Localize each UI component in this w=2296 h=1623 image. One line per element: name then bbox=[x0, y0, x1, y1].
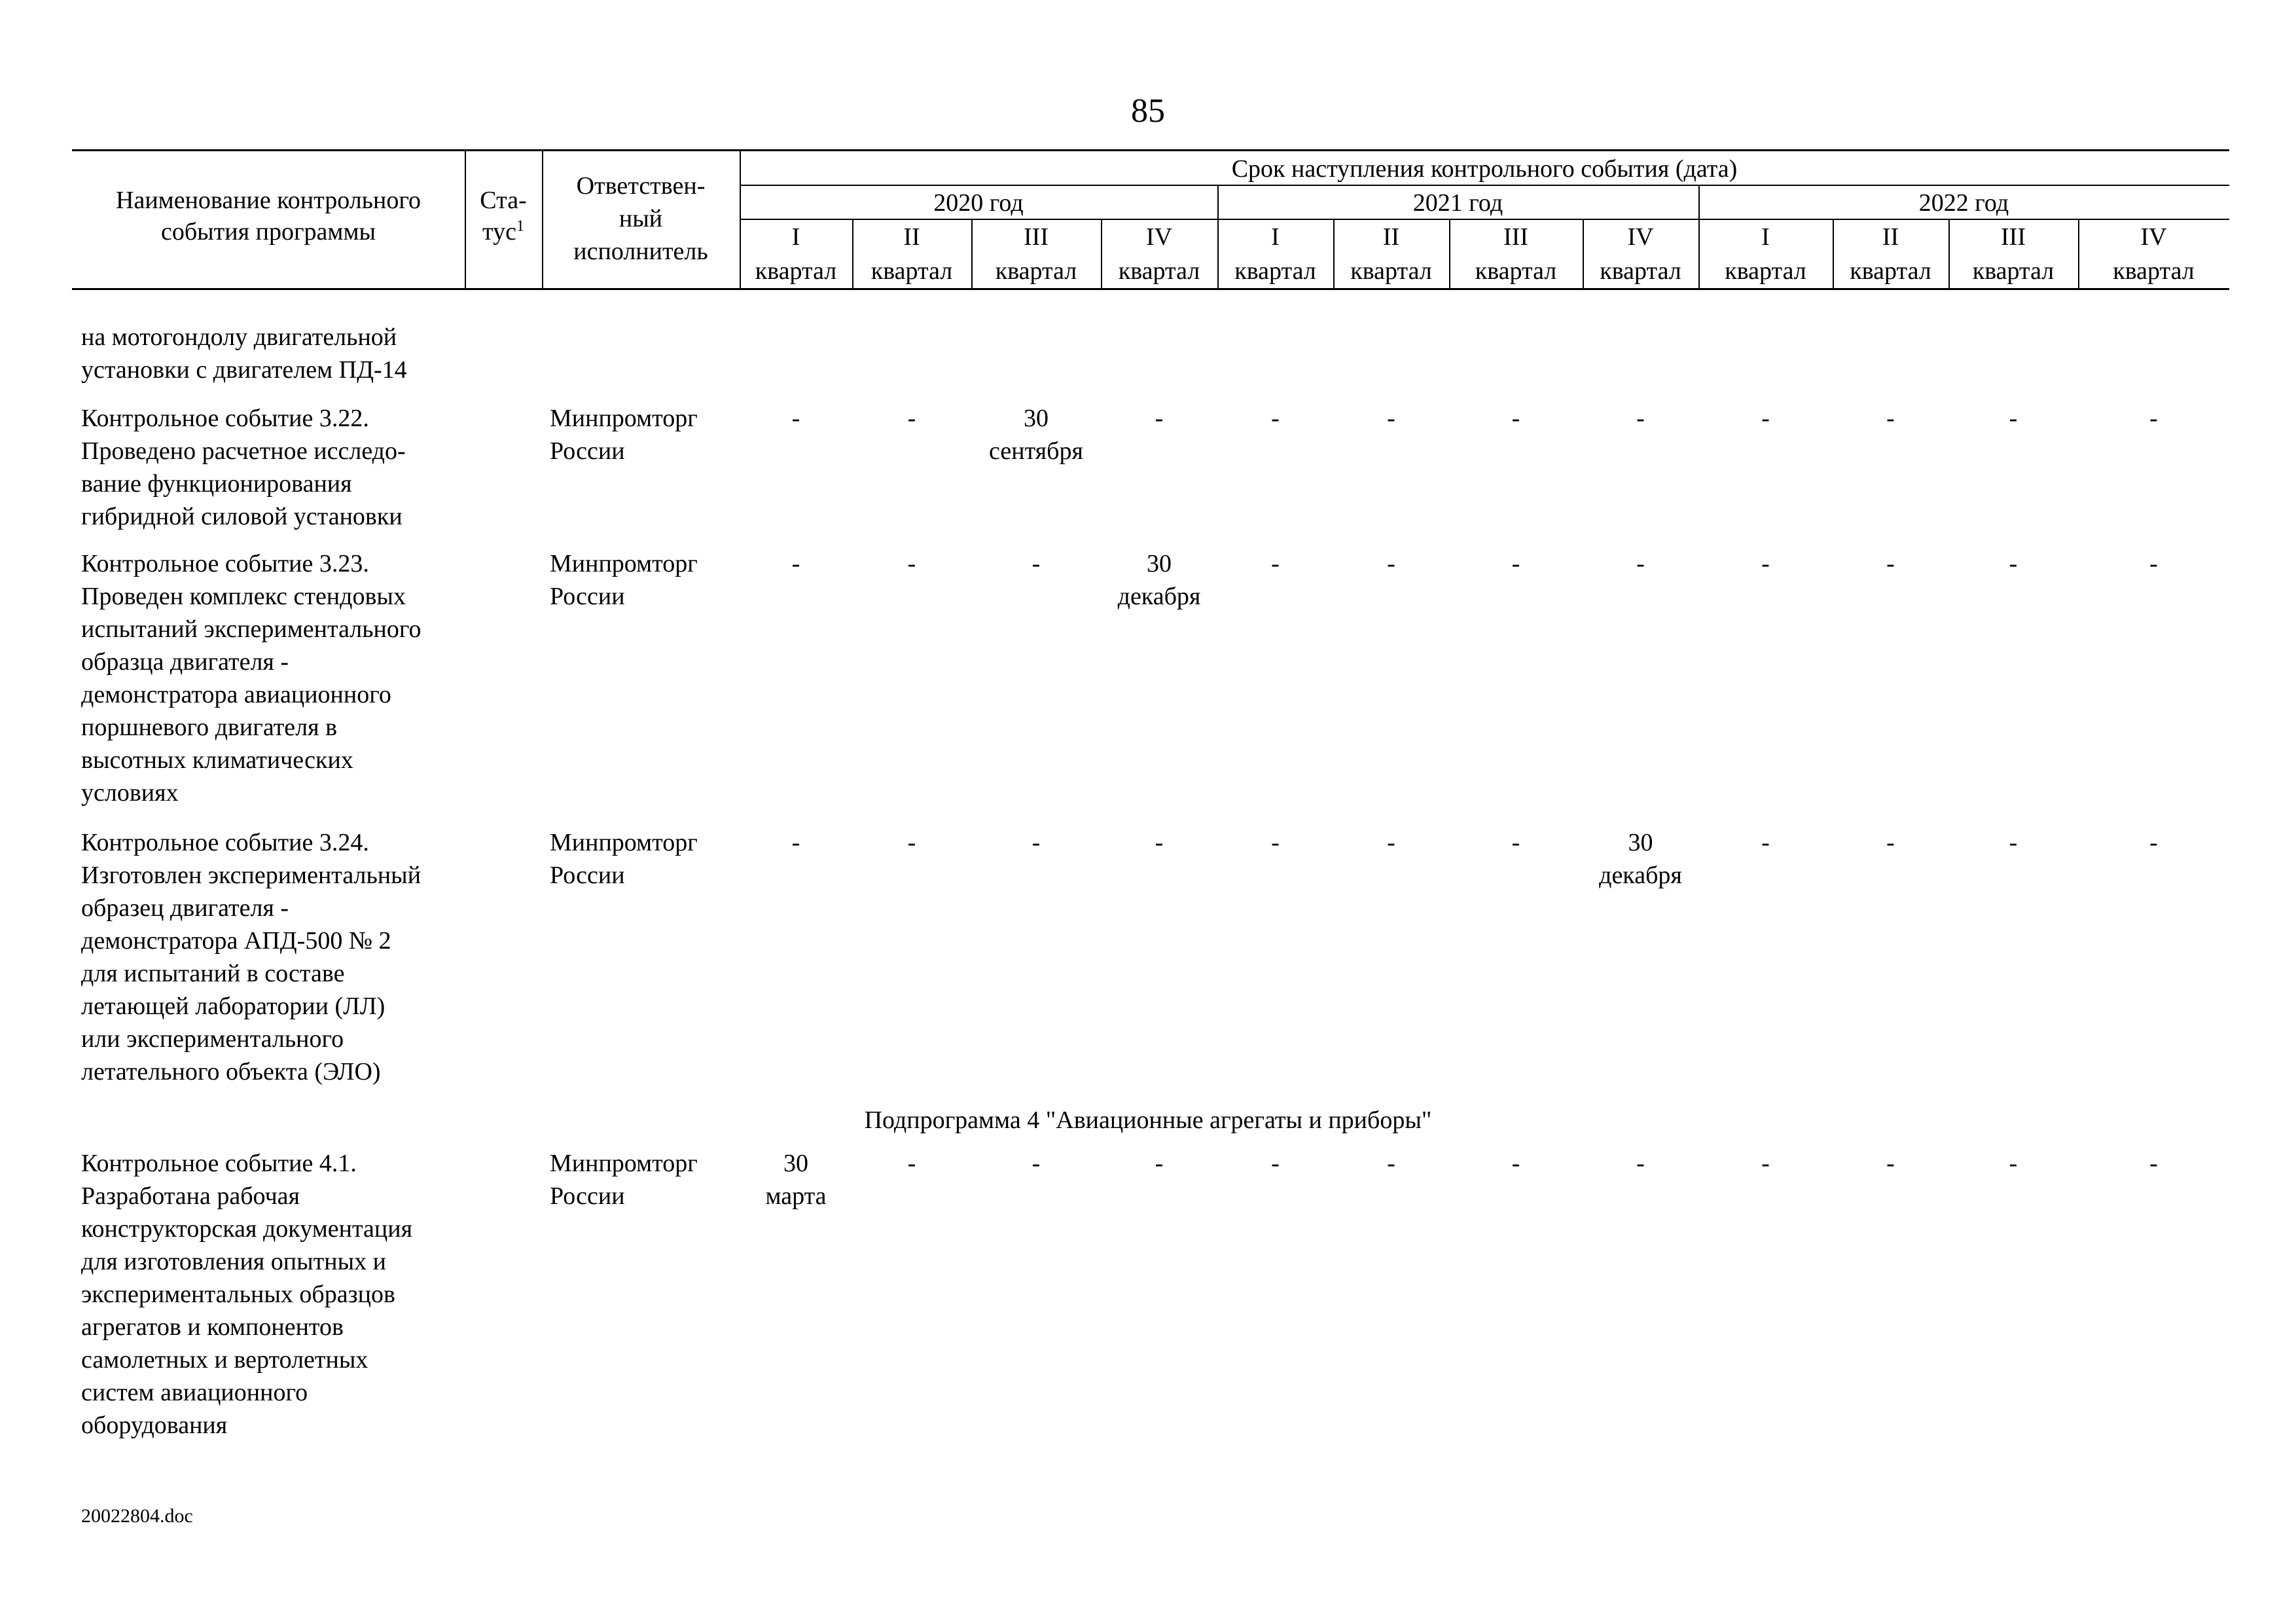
quarter-cell-value: - bbox=[2009, 550, 2018, 577]
header-year-3: 2022 год bbox=[1918, 189, 2009, 217]
quarter-cell-value: - bbox=[2009, 1150, 2018, 1177]
event-name-line: для испытаний в составе bbox=[81, 960, 345, 987]
header-quarter-number: III bbox=[1024, 223, 1049, 251]
responsible-executor-line: Минпромторг bbox=[550, 550, 698, 577]
event-name-line: оборудования bbox=[81, 1412, 228, 1439]
quarter-cell bbox=[1101, 826, 1217, 859]
event-name-line: летательного объекта (ЭЛО) bbox=[81, 1058, 381, 1085]
quarter-cell-value: - bbox=[1271, 1150, 1280, 1177]
header-bottom-rule bbox=[72, 288, 2229, 290]
subprogram-title: Подпрограмма 4 "Авиационные агрегаты и приборы" bbox=[864, 1106, 1432, 1134]
header-quarter-word: квартал bbox=[995, 257, 1077, 285]
quarter-cell-value: - bbox=[1636, 550, 1645, 577]
event-name-line: гибридной силовой установки bbox=[81, 503, 403, 530]
quarter-cell-value: - bbox=[1031, 829, 1041, 856]
quarter-cell bbox=[1449, 1147, 1583, 1180]
quarter-cell-value: 30 bbox=[1147, 550, 1172, 577]
header-quarter-word: квартал bbox=[1234, 257, 1316, 285]
quarter-cell-value: - bbox=[2009, 405, 2018, 432]
quarter-cell-value: - bbox=[907, 550, 916, 577]
event-name-line: Изготовлен экспериментальный bbox=[81, 862, 422, 889]
header-deadline-rule bbox=[740, 185, 2229, 186]
quarter-cell-value: 30 bbox=[1024, 405, 1049, 432]
quarter-cell bbox=[1583, 1147, 1698, 1180]
header-quarter-number: I bbox=[1271, 223, 1280, 251]
header-status-label: Ста-тус bbox=[480, 187, 527, 246]
header-quarter-number: II bbox=[1882, 223, 1899, 251]
event-name-line: Проведено расчетное исследо- bbox=[81, 437, 406, 465]
quarter-cell-value: марта bbox=[765, 1182, 827, 1210]
event-name-line: Контрольное событие 3.24. bbox=[81, 829, 369, 856]
quarter-cell-value: - bbox=[1511, 829, 1520, 856]
quarter-cell bbox=[1948, 402, 2078, 435]
quarter-cell-value: - bbox=[1031, 550, 1041, 577]
event-name-line: для изготовления опытных и bbox=[81, 1248, 386, 1275]
quarter-cell-value: - bbox=[1387, 829, 1395, 856]
event-name-line: испытаний экспериментального bbox=[81, 615, 422, 643]
header-year-2: 2021 год bbox=[1412, 189, 1503, 217]
document-filename: 20022804.doc bbox=[81, 1505, 193, 1527]
header-responsible-line-1: Ответствен- bbox=[576, 172, 706, 200]
quarter-cell bbox=[1101, 402, 1217, 435]
header-year-1: 2020 год bbox=[933, 189, 1024, 217]
responsible-executor-line: России bbox=[550, 862, 625, 889]
event-name-line: агрегатов и компонентов bbox=[81, 1313, 344, 1341]
quarter-cell-value: - bbox=[1761, 1150, 1770, 1177]
quarter-cell-value: - bbox=[1155, 829, 1164, 856]
quarter-cell bbox=[852, 1147, 971, 1180]
quarter-cell bbox=[1698, 402, 1833, 435]
event-name-line: самолетных и вертолетных bbox=[81, 1346, 368, 1374]
quarter-cell bbox=[852, 402, 971, 435]
quarter-cell-value: - bbox=[1511, 1150, 1520, 1177]
page-number: 85 bbox=[1131, 92, 1165, 130]
quarter-cell-value: - bbox=[1886, 405, 1895, 432]
header-quarter-number: II bbox=[903, 223, 920, 251]
quarter-cell bbox=[1833, 402, 1948, 435]
quarter-cell bbox=[1333, 826, 1449, 859]
event-name-line: условиях bbox=[81, 779, 179, 807]
quarter-cell bbox=[1948, 1147, 2078, 1180]
quarter-cell-value: - bbox=[791, 405, 800, 432]
event-name-line: или экспериментального bbox=[81, 1025, 344, 1053]
header-quarter-word: квартал bbox=[1118, 257, 1200, 285]
header-quarter-word: квартал bbox=[1725, 257, 1806, 285]
quarter-cell bbox=[1449, 547, 1583, 580]
quarter-cell bbox=[1101, 1147, 1217, 1180]
quarter-cell bbox=[971, 1147, 1101, 1180]
event-name-line: летающей лаборатории (ЛЛ) bbox=[81, 993, 386, 1020]
quarter-cell-value: - bbox=[907, 405, 916, 432]
quarter-cell bbox=[1333, 1147, 1449, 1180]
event-name bbox=[81, 547, 474, 809]
event-name-line: образца двигателя - bbox=[81, 648, 289, 676]
quarter-cell-value: декабря bbox=[1117, 583, 1201, 610]
footnote-marker: 1 bbox=[516, 217, 524, 235]
event-name-line: установки с двигателем ПД-14 bbox=[81, 356, 407, 384]
event-name-line: высотных климатических bbox=[81, 746, 353, 774]
event-name-line: Проведен комплекс стендовых bbox=[81, 583, 406, 610]
quarter-cell bbox=[1101, 547, 1217, 613]
quarter-cell bbox=[1333, 402, 1449, 435]
responsible-executor-line: России bbox=[550, 437, 625, 465]
event-name bbox=[81, 402, 474, 533]
quarter-cell bbox=[971, 547, 1101, 580]
event-name-line: на мотогондолу двигательной bbox=[81, 323, 397, 351]
quarter-cell-value: - bbox=[791, 829, 800, 856]
quarter-cell-value: - bbox=[2149, 1150, 2158, 1177]
header-responsible-line-3: исполнитель bbox=[573, 238, 708, 265]
event-name-line: демонстратора авиационного bbox=[81, 681, 391, 708]
quarter-cell-value: 30 bbox=[1628, 829, 1653, 856]
quarter-cell bbox=[971, 826, 1101, 859]
responsible-executor bbox=[550, 547, 746, 613]
quarter-cell bbox=[1217, 1147, 1333, 1180]
quarter-cell-value: - bbox=[1511, 550, 1520, 577]
quarter-cell-value: - bbox=[1271, 829, 1280, 856]
header-quarter-number: IV bbox=[1145, 223, 1173, 251]
quarter-cell-value: - bbox=[1761, 829, 1770, 856]
quarter-cell bbox=[1833, 1147, 1948, 1180]
responsible-executor-line: России bbox=[550, 583, 625, 610]
quarter-cell-value: - bbox=[1761, 405, 1770, 432]
quarter-cell bbox=[1449, 402, 1583, 435]
quarter-cell bbox=[1217, 547, 1333, 580]
responsible-executor-line: Минпромторг bbox=[550, 829, 698, 856]
header-quarter-word: квартал bbox=[870, 257, 953, 285]
quarter-cell bbox=[1217, 402, 1333, 435]
header-quarter-word: квартал bbox=[1350, 257, 1432, 285]
quarter-cell bbox=[1333, 547, 1449, 580]
event-name-line: систем авиационного bbox=[81, 1379, 308, 1406]
quarter-cell-value: - bbox=[1271, 405, 1280, 432]
header-quarter-number: I bbox=[1761, 223, 1770, 251]
quarter-cell bbox=[2078, 1147, 2229, 1180]
quarter-cell bbox=[2078, 826, 2229, 859]
quarter-cell bbox=[1217, 826, 1333, 859]
quarter-cell-value: - bbox=[1636, 405, 1645, 432]
quarter-cell bbox=[971, 402, 1101, 467]
quarter-cell bbox=[740, 1147, 852, 1213]
quarter-cell-value: - bbox=[791, 550, 800, 577]
header-name-column: Наименование контрольного события программы bbox=[116, 187, 421, 246]
header-responsible-line-2: ный bbox=[619, 205, 663, 232]
event-name-line: демонстратора АПД-500 № 2 bbox=[81, 927, 391, 955]
quarter-cell-value: декабря bbox=[1599, 862, 1682, 889]
quarter-cell-value: - bbox=[2009, 829, 2018, 856]
quarter-cell-value: - bbox=[907, 1150, 916, 1177]
quarter-cell bbox=[1948, 826, 2078, 859]
event-name-line: Разработана рабочая bbox=[81, 1182, 300, 1210]
responsible-executor bbox=[550, 402, 746, 467]
header-quarter-number: IV bbox=[2140, 223, 2167, 251]
header-status-column bbox=[469, 185, 538, 247]
quarter-cell bbox=[1449, 826, 1583, 859]
event-name bbox=[81, 826, 474, 1088]
header-quarter-number: III bbox=[2001, 223, 2026, 251]
event-name-line: вание функционирования bbox=[81, 470, 352, 498]
quarter-cell-value: - bbox=[2149, 405, 2158, 432]
quarter-cell bbox=[1583, 826, 1698, 892]
quarter-cell-value: - bbox=[1155, 405, 1164, 432]
quarter-cell-value: 30 bbox=[783, 1150, 808, 1177]
header-deadline: Срок наступления контрольного события (дата) bbox=[1231, 155, 1738, 183]
responsible-executor-line: Минпромторг bbox=[550, 405, 698, 432]
header-quarter-word: квартал bbox=[1475, 257, 1557, 285]
header-quarter-word: квартал bbox=[1850, 257, 1931, 285]
event-name-line: Контрольное событие 3.23. bbox=[81, 550, 369, 577]
header-quarter-word: квартал bbox=[1600, 257, 1681, 285]
responsible-executor-line: России bbox=[550, 1182, 625, 1210]
event-name bbox=[81, 321, 474, 386]
quarter-cell bbox=[852, 826, 971, 859]
event-name bbox=[81, 1147, 474, 1442]
quarter-cell bbox=[1833, 547, 1948, 580]
quarter-cell bbox=[1833, 826, 1948, 859]
quarter-cell-value: - bbox=[1886, 1150, 1895, 1177]
event-name-line: образец двигателя - bbox=[81, 894, 289, 922]
event-name-line: Контрольное событие 3.22. bbox=[81, 405, 369, 432]
quarter-cell-value: - bbox=[1636, 1150, 1645, 1177]
quarter-cell bbox=[740, 547, 852, 580]
quarter-cell-value: - bbox=[907, 829, 916, 856]
quarter-cell-value: - bbox=[2149, 829, 2158, 856]
quarter-cell-value: - bbox=[1031, 1150, 1041, 1177]
quarter-cell bbox=[852, 547, 971, 580]
header-top-rule bbox=[72, 149, 2229, 151]
header-quarter-number: II bbox=[1382, 223, 1400, 251]
responsible-executor bbox=[550, 826, 746, 892]
event-name-line: экспериментальных образцов bbox=[81, 1281, 395, 1308]
header-quarter-number: IV bbox=[1627, 223, 1654, 251]
event-name-line: конструкторская документация bbox=[81, 1215, 413, 1243]
header-quarter-number: III bbox=[1503, 223, 1528, 251]
responsible-executor-line: Минпромторг bbox=[550, 1150, 698, 1177]
quarter-cell-value: - bbox=[1886, 550, 1895, 577]
event-name-line: Контрольное событие 4.1. bbox=[81, 1150, 357, 1177]
quarter-cell bbox=[1583, 402, 1698, 435]
quarter-cell-value: - bbox=[1387, 405, 1395, 432]
event-name-line: поршневого двигателя в bbox=[81, 714, 338, 741]
quarter-cell bbox=[1583, 547, 1698, 580]
quarter-cell-value: сентября bbox=[989, 437, 1083, 465]
header-quarter-number: I bbox=[791, 223, 800, 251]
quarter-cell-value: - bbox=[1387, 1150, 1395, 1177]
quarter-cell bbox=[740, 826, 852, 859]
header-quarter-word: квартал bbox=[755, 257, 837, 285]
quarter-cell bbox=[740, 402, 852, 435]
quarter-cell bbox=[2078, 547, 2229, 580]
quarter-cell bbox=[1698, 826, 1833, 859]
quarter-cell-value: - bbox=[1155, 1150, 1164, 1177]
quarter-cell bbox=[1698, 1147, 1833, 1180]
quarter-cell bbox=[1698, 547, 1833, 580]
quarter-cell-value: - bbox=[1387, 550, 1395, 577]
header-quarter-word: квартал bbox=[1972, 257, 2054, 285]
header-quarter-word: квартал bbox=[2113, 257, 2195, 285]
header-divider bbox=[465, 149, 466, 288]
quarter-cell bbox=[2078, 402, 2229, 435]
responsible-executor bbox=[550, 1147, 746, 1213]
quarter-cell-value: - bbox=[1271, 550, 1280, 577]
quarter-cell bbox=[1948, 547, 2078, 580]
quarter-cell-value: - bbox=[1511, 405, 1520, 432]
quarter-cell-value: - bbox=[1761, 550, 1770, 577]
header-year-rule bbox=[740, 219, 2229, 220]
quarter-cell-value: - bbox=[1886, 829, 1895, 856]
quarter-cell-value: - bbox=[2149, 550, 2158, 577]
